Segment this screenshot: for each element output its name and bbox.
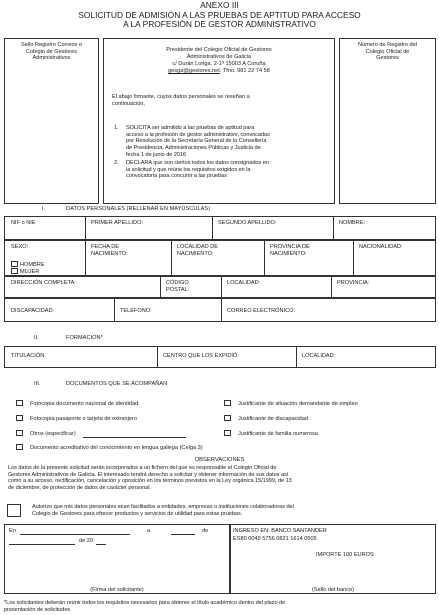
year-prefix: de 20 [79, 538, 93, 544]
annex-label: ANEXO III [200, 0, 239, 10]
section-2-title: FORMACIÓN* [66, 335, 103, 341]
form-title-line1: SOLICITUD DE ADMISIÓN A LAS PRUEBAS DE APTITUD PARA ACCESO [78, 10, 361, 20]
sex-label: SEXO: [11, 244, 29, 250]
nif-field[interactable]: NIF o NIE [11, 220, 36, 226]
section-1-numeral: I. [42, 206, 46, 212]
addressee-line2: Administrativos de Galicia [186, 54, 252, 60]
addressee-address: c/ Durán Loriga, 2-1º 15003 A Coruña [172, 61, 266, 67]
addressee-line1: Presidente del Colegio Oficial de Gestores [166, 47, 272, 53]
address-field[interactable]: DIRECCIÓN COMPLETA: [11, 280, 76, 286]
doc-checkbox-other[interactable] [16, 430, 23, 436]
day-line[interactable] [171, 534, 195, 535]
issuing-center-field[interactable]: CENTRO QUE LOS EXPIDIÓ: [163, 353, 239, 359]
personal-row-contact [4, 298, 436, 322]
doc-label-disability: Justificante de discapacidad [238, 416, 308, 422]
personal-row-birth [4, 240, 436, 276]
item-1-text: SOLICITA ser admitido a las pruebas de aptitud para acceso a la profesión de gestor administrativo, convocadas por Resolución de la Secretaría General de la Consellería de Presidencia, Administraciones Públicas y Justicia de fecha 1 de junio de 2016 [126, 125, 270, 158]
doc-label-large-family: Justificante de familia numerosa [238, 431, 318, 437]
place-prefix: En [9, 528, 16, 534]
item-2-number: 2. [114, 160, 119, 166]
bank-name: INGRESO EN: BANCO SANTANDER [233, 528, 327, 534]
bank-box [230, 524, 436, 594]
locality-field[interactable]: LOCALIDAD: [227, 280, 261, 286]
doc-checkbox-unemployment[interactable] [224, 400, 231, 406]
authorization-text: Autorizo que mis datos personales sean facilitados a entidades, empresas o instituciones colaboradoras del Colegio de Gestores para ofrecer productos y servicios de utilidad para estas pruebas. [32, 504, 294, 517]
year-line[interactable] [96, 544, 106, 545]
item-1-number: 1. [114, 125, 119, 131]
signature-box [4, 524, 230, 594]
personal-row-names [4, 216, 436, 240]
addressee-box [103, 38, 335, 204]
personal-row-address [4, 276, 436, 298]
bank-iban: ES80 0049 5756 0821 1614 0505 [233, 536, 317, 542]
disability-field[interactable]: DISCAPACIDAD: [11, 308, 55, 314]
education-row [4, 346, 436, 368]
registry-stamp-label: Sello Registro Correos o Colegio de Gestores Administrativos [21, 42, 82, 62]
doc-checkbox-passport[interactable] [16, 415, 23, 421]
first-surname-field[interactable]: PRIMER APELLIDO: [91, 220, 143, 226]
registry-number-label: Número de Registro del Colegio Oficial de Gestores [357, 42, 418, 62]
female-checkbox[interactable] [11, 268, 18, 274]
registry-stamp-box [4, 38, 99, 204]
male-label: HOMBRE [20, 262, 45, 268]
addressee-email[interactable]: gesga@gestores.net [168, 68, 220, 74]
doc-checkbox-disability[interactable] [224, 415, 231, 421]
registry-number-box [339, 38, 436, 204]
doc-checkbox-large-family[interactable] [224, 430, 231, 436]
fee-amount: IMPORTE 100 EUROS [316, 552, 374, 558]
section-2-numeral: II. [34, 335, 39, 341]
doc-label-unemployment: Justificante de situación demandante de empleo [238, 401, 358, 407]
education-locality-field[interactable]: LOCALIDAD: [302, 353, 336, 359]
phone-field[interactable]: TELÉFONO: [120, 308, 152, 314]
month-prefix: de [202, 528, 209, 534]
place-line[interactable] [20, 534, 130, 535]
item-2-text: DECLARA que son ciertos todos los datos consignados en la solicitud y que reúne los requisitos exigidos en la convocatoria para concurrir a las pruebas [126, 160, 269, 180]
first-name-field[interactable]: NOMBRE: [339, 220, 366, 226]
nationality-field[interactable]: NACIONALIDAD: [359, 244, 403, 250]
intro-text: El abajo firmante, cuyos datos personales se reseñan a continuación, [112, 94, 250, 107]
birth-province-field[interactable]: PROVINCIA DE NACIMIENTO: [270, 244, 310, 257]
doc-label-other: Otros (especificar) [30, 431, 76, 437]
section-1-title: DATOS PERSONALES (RELLENAR EN MAYÚSCULAS) [66, 206, 211, 212]
female-label: MUJER [20, 269, 40, 275]
doc-label-dni: Fotocopia documento nacional de identidad [30, 401, 139, 407]
day-prefix: a [147, 528, 151, 534]
doc-label-galician: Documento acreditativo del conocimiento en lengua gallega (Celga 3) [30, 445, 203, 451]
province-field[interactable]: PROVINCIA: [337, 280, 370, 286]
other-specify-line[interactable] [83, 437, 186, 438]
postal-code-field[interactable]: CÓDIGO POSTAL: [166, 280, 190, 293]
bank-stamp-label: (Sello del banco) [312, 587, 354, 593]
form-title-line2: A LA PROFESIÓN DE GESTOR ADMINISTRATIVO [123, 19, 316, 29]
email-field[interactable]: CORREO ELECTRÓNICO: [227, 308, 296, 314]
month-line[interactable] [9, 544, 75, 545]
addressee-contact [104, 68, 334, 75]
footnote: *Los solicitantes deberán reunir todos los requisitos necesarios para obtener el título académico dentro del plazo de presentación de solicitudes [4, 600, 286, 613]
observations-title: OBSERVACIONES [194, 457, 245, 463]
doc-checkbox-galician[interactable] [16, 444, 23, 450]
doc-checkbox-dni[interactable] [16, 400, 23, 406]
authorization-checkbox[interactable] [7, 504, 21, 517]
section-3-title: DOCUMENTOS QUE SE ACOMPAÑAN [66, 381, 168, 387]
applicant-signature-label: (Firma del solicitante) [90, 587, 144, 593]
second-surname-field[interactable]: SEGUNDO APELLIDO: [218, 220, 277, 226]
doc-label-passport: Fotocopia pasaporte o tarjeta de extranjero [30, 416, 137, 422]
observations-text: Los datos de la presente solicitud serán incorporados a un fichero del que es responsable el Colegio Oficial de Gestores Administrativos de Galicia. El interesado tendrá derecho a solicitar y obtener información de sus datos así como a su acceso, rectificación, cancelación y oposición en los términos previstos en la Ley orgánica 15/1999, de 13 de diciembre, de protección de datos de carácter personal. [8, 465, 292, 492]
section-3-numeral: III. [34, 381, 41, 387]
addressee-phone: , Tfno. 981 22 74 58 [219, 68, 270, 74]
birth-place-field[interactable]: LOCALIDAD DE NACIMIENTO: [177, 244, 219, 257]
male-checkbox[interactable] [11, 261, 18, 267]
birth-date-field[interactable]: FECHA DE NACIMIENTO: [91, 244, 128, 257]
degree-field[interactable]: TITULACIÓN: [11, 353, 46, 359]
